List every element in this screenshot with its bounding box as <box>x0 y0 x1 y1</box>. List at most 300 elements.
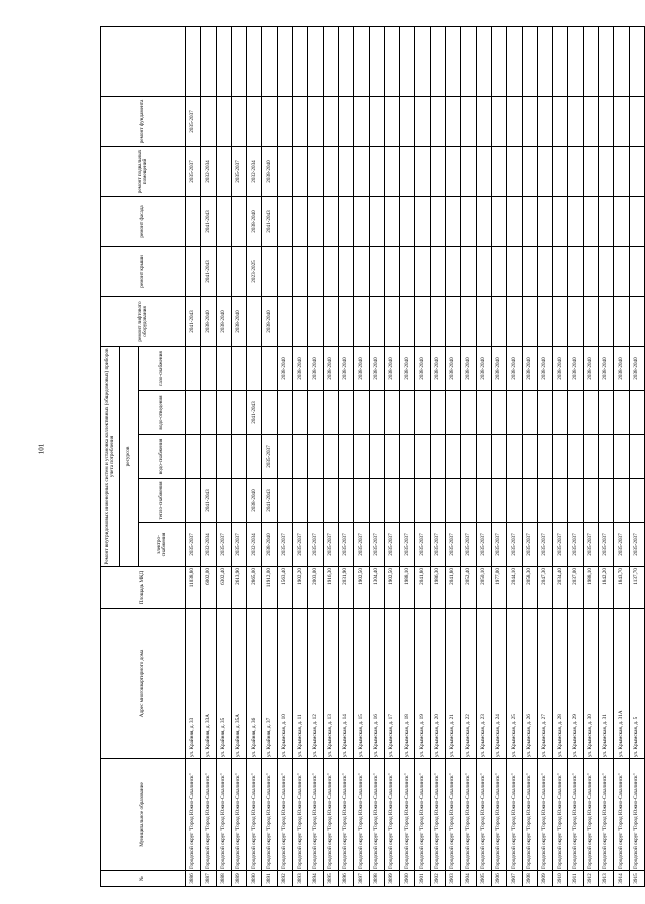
basement-cell <box>461 146 476 196</box>
teplo-cell <box>186 479 201 523</box>
teplo-cell <box>415 479 430 523</box>
address-cell: ул. Крайняя, д. 37 <box>262 609 277 759</box>
vodo-cell <box>231 435 246 479</box>
table-row <box>629 26 644 886</box>
row-number: 3912 <box>583 871 598 887</box>
row-number: 3897 <box>354 871 369 887</box>
area-cell: 1986,30 <box>430 567 445 609</box>
electro-cell: 2032-2034 <box>247 523 262 567</box>
basement-cell: 2035-2037 <box>186 146 201 196</box>
basement-cell <box>277 146 292 196</box>
foundation-cell <box>553 96 568 146</box>
gaz-cell <box>262 346 277 390</box>
vodo-cell <box>507 435 522 479</box>
gaz-cell <box>216 346 231 390</box>
foundation-cell <box>629 96 644 146</box>
table-row <box>614 26 629 886</box>
foundation-cell <box>400 96 415 146</box>
roof-cell <box>430 246 445 296</box>
header-address: Адрес многоквартирного дома <box>101 609 186 759</box>
lift-cell <box>323 296 338 346</box>
gaz-cell: 2038-2040 <box>293 346 308 390</box>
area-cell: 1916,30 <box>323 567 338 609</box>
vodootvod-cell <box>293 391 308 435</box>
empty-cell <box>599 26 614 96</box>
teplo-cell <box>400 479 415 523</box>
electro-cell: 2035-2037 <box>537 523 552 567</box>
address-cell: ул. Крымская, д. 25 <box>507 609 522 759</box>
electro-cell: 2035-2037 <box>461 523 476 567</box>
facade-cell <box>553 196 568 246</box>
roof-cell <box>293 246 308 296</box>
municipality-cell: Городской округ "Город Южно-Сахалинск" <box>461 759 476 871</box>
header-area: Площадь МКД <box>101 567 186 609</box>
table-row <box>430 26 445 886</box>
table-row <box>216 26 231 886</box>
vodootvod-cell <box>507 391 522 435</box>
empty-cell <box>277 26 292 96</box>
vodo-cell <box>537 435 552 479</box>
roof-cell <box>491 246 506 296</box>
vodo-cell <box>599 435 614 479</box>
facade-cell: 2038-2040 <box>247 196 262 246</box>
empty-cell <box>384 26 399 96</box>
lift-cell <box>568 296 583 346</box>
vodootvod-cell <box>369 391 384 435</box>
row-number: 3906 <box>491 871 506 887</box>
gaz-cell: 2038-2040 <box>599 346 614 390</box>
facade-cell <box>293 196 308 246</box>
lift-cell: 2038-2040 <box>201 296 216 346</box>
header-electro: электро-снабжения <box>139 523 186 567</box>
row-number: 3891 <box>262 871 277 887</box>
facade-cell <box>415 196 430 246</box>
roof-cell <box>537 246 552 296</box>
area-cell: 2047,30 <box>537 567 552 609</box>
teplo-cell <box>216 479 231 523</box>
header-num: № <box>101 871 186 887</box>
foundation-cell <box>201 96 216 146</box>
municipality-cell: Городской округ "Город Южно-Сахалинск" <box>400 759 415 871</box>
header-foundation: ремонт фундамента <box>101 96 186 146</box>
lift-cell <box>522 296 537 346</box>
empty-cell <box>293 26 308 96</box>
table-row <box>599 26 614 886</box>
foundation-cell <box>308 96 323 146</box>
electro-cell: 2035-2037 <box>293 523 308 567</box>
vodo-cell <box>293 435 308 479</box>
vodo-cell <box>277 435 292 479</box>
area-cell: 2052,40 <box>461 567 476 609</box>
vodootvod-cell <box>338 391 353 435</box>
row-number: 3904 <box>461 871 476 887</box>
area-cell: 1902,50 <box>354 567 369 609</box>
facade-cell <box>491 196 506 246</box>
gaz-cell: 2038-2040 <box>629 346 644 390</box>
gaz-cell: 2038-2040 <box>446 346 461 390</box>
teplo-cell <box>293 479 308 523</box>
electro-cell: 2035-2037 <box>323 523 338 567</box>
vodo-cell <box>430 435 445 479</box>
table-row <box>247 26 262 886</box>
basement-cell <box>354 146 369 196</box>
vodo-cell <box>446 435 461 479</box>
vodootvod-cell <box>446 391 461 435</box>
teplo-cell <box>384 479 399 523</box>
basement-cell <box>599 146 614 196</box>
header-teplo: тепло-снабжения <box>139 479 186 523</box>
basement-cell <box>400 146 415 196</box>
roof-cell <box>568 246 583 296</box>
facade-cell <box>476 196 491 246</box>
foundation-cell <box>277 96 292 146</box>
basement-cell <box>384 146 399 196</box>
municipality-cell: Городской округ "Город Южно-Сахалинск" <box>277 759 292 871</box>
lift-cell <box>614 296 629 346</box>
basement-cell <box>369 146 384 196</box>
teplo-cell <box>446 479 461 523</box>
lift-cell <box>461 296 476 346</box>
empty-cell <box>476 26 491 96</box>
gaz-cell: 2038-2040 <box>522 346 537 390</box>
electro-cell: 2035-2037 <box>430 523 445 567</box>
electro-cell: 2035-2037 <box>400 523 415 567</box>
facade-cell <box>629 196 644 246</box>
address-cell: ул. Крымская, д. 13 <box>323 609 338 759</box>
municipality-cell: Городской округ "Город Южно-Сахалинск" <box>629 759 644 871</box>
electro-cell: 2035-2037 <box>415 523 430 567</box>
address-cell: ул. Крымская, д. 10 <box>277 609 292 759</box>
facade-cell <box>599 196 614 246</box>
vodo-cell <box>338 435 353 479</box>
table-row <box>537 26 552 886</box>
header-roof: ремонт крыши <box>101 246 186 296</box>
foundation-cell <box>614 96 629 146</box>
address-cell: ул. Крымская, д. 18 <box>400 609 415 759</box>
table-body <box>186 26 645 886</box>
lift-cell <box>247 296 262 346</box>
row-number: 3890 <box>247 871 262 887</box>
teplo-cell <box>583 479 598 523</box>
vodootvod-cell <box>583 391 598 435</box>
municipality-cell: Городской округ "Город Южно-Сахалинск" <box>568 759 583 871</box>
lift-cell <box>293 296 308 346</box>
row-number: 3889 <box>231 871 246 887</box>
address-cell: ул. Крымская, д. 23 <box>476 609 491 759</box>
header-basement: ремонт подвальных помещений <box>101 146 186 196</box>
electro-cell: 2035-2037 <box>476 523 491 567</box>
row-number: 3905 <box>476 871 491 887</box>
area-cell: 1977,00 <box>491 567 506 609</box>
row-number: 3888 <box>216 871 231 887</box>
basement-cell: 2032-2034 <box>201 146 216 196</box>
address-cell: ул. Крымская, д. 21 <box>446 609 461 759</box>
header-systems-group: Ремонт внутридомовых инженерных систем и установка коллективных (общедомовых) приборов учета потребления <box>101 346 120 566</box>
roof-cell <box>415 246 430 296</box>
vodo-cell <box>384 435 399 479</box>
electro-cell: 2035-2037 <box>583 523 598 567</box>
electro-cell: 2038-2040 <box>262 523 277 567</box>
vodootvod-cell <box>415 391 430 435</box>
facade-cell <box>461 196 476 246</box>
municipality-cell: Городской округ "Город Южно-Сахалинск" <box>338 759 353 871</box>
empty-cell <box>415 26 430 96</box>
municipality-cell: Городской округ "Город Южно-Сахалинск" <box>491 759 506 871</box>
row-number: 3911 <box>568 871 583 887</box>
vodo-cell <box>186 435 201 479</box>
foundation-cell <box>216 96 231 146</box>
address-cell: ул. Крымская, д. 12 <box>308 609 323 759</box>
vodootvod-cell: 2041-2043 <box>247 391 262 435</box>
roof-cell <box>522 246 537 296</box>
electro-cell: 2035-2037 <box>231 523 246 567</box>
row-number: 3900 <box>400 871 415 887</box>
vodootvod-cell <box>614 391 629 435</box>
area-cell: 1842,20 <box>599 567 614 609</box>
facade-cell <box>583 196 598 246</box>
address-cell: ул. Крайняя, д. 35 <box>216 609 231 759</box>
gaz-cell: 2038-2040 <box>384 346 399 390</box>
basement-cell <box>522 146 537 196</box>
vodo-cell <box>491 435 506 479</box>
table-row <box>308 26 323 886</box>
row-number: 3892 <box>277 871 292 887</box>
gaz-cell: 2038-2040 <box>415 346 430 390</box>
gaz-cell <box>186 346 201 390</box>
gaz-cell: 2038-2040 <box>400 346 415 390</box>
gaz-cell: 2038-2040 <box>583 346 598 390</box>
repair-schedule-table <box>100 26 645 887</box>
municipality-cell: Городской округ "Город Южно-Сахалинск" <box>384 759 399 871</box>
header-resources: ресурсов <box>120 346 139 566</box>
roof-cell <box>507 246 522 296</box>
vodootvod-cell <box>553 391 568 435</box>
row-number: 3894 <box>308 871 323 887</box>
table-row <box>583 26 598 886</box>
basement-cell: 2035-2037 <box>231 146 246 196</box>
electro-cell: 2035-2037 <box>507 523 522 567</box>
electro-cell: 2035-2037 <box>491 523 506 567</box>
table-row <box>277 26 292 886</box>
lift-cell <box>400 296 415 346</box>
electro-cell: 2035-2037 <box>384 523 399 567</box>
empty-cell <box>186 26 201 96</box>
table-row <box>553 26 568 886</box>
teplo-cell: 2041-2043 <box>201 479 216 523</box>
empty-cell <box>231 26 246 96</box>
area-cell: 2044,10 <box>507 567 522 609</box>
municipality-cell: Городской округ "Город Южно-Сахалинск" <box>553 759 568 871</box>
municipality-cell: Городской округ "Город Южно-Сахалинск" <box>476 759 491 871</box>
municipality-cell: Городской округ "Город Южно-Сахалинск" <box>599 759 614 871</box>
row-number: 3901 <box>415 871 430 887</box>
basement-cell <box>614 146 629 196</box>
area-cell: 6002,00 <box>201 567 216 609</box>
facade-cell <box>522 196 537 246</box>
lift-cell: 2038-2040 <box>216 296 231 346</box>
table-row <box>461 26 476 886</box>
area-cell: 2050,10 <box>476 567 491 609</box>
row-number: 3886 <box>186 871 201 887</box>
facade-cell <box>338 196 353 246</box>
gaz-cell: 2038-2040 <box>308 346 323 390</box>
lift-cell <box>537 296 552 346</box>
facade-cell <box>384 196 399 246</box>
electro-cell: 2035-2037 <box>216 523 231 567</box>
empty-cell <box>308 26 323 96</box>
roof-cell <box>553 246 568 296</box>
municipality-cell: Городской округ "Город Южно-Сахалинск" <box>430 759 445 871</box>
facade-cell <box>446 196 461 246</box>
gaz-cell: 2038-2040 <box>537 346 552 390</box>
row-number: 3913 <box>599 871 614 887</box>
vodo-cell <box>400 435 415 479</box>
electro-cell: 2035-2037 <box>277 523 292 567</box>
roof-cell <box>614 246 629 296</box>
teplo-cell <box>522 479 537 523</box>
address-cell: ул. Крымская, д. 16 <box>369 609 384 759</box>
empty-cell <box>323 26 338 96</box>
area-cell: 1902,20 <box>293 567 308 609</box>
table-row <box>262 26 277 886</box>
municipality-cell: Городской округ "Город Южно-Сахалинск" <box>614 759 629 871</box>
vodootvod-cell <box>186 391 201 435</box>
vodootvod-cell <box>430 391 445 435</box>
vodootvod-cell <box>568 391 583 435</box>
electro-cell: 2035-2037 <box>186 523 201 567</box>
teplo-cell <box>476 479 491 523</box>
empty-cell <box>446 26 461 96</box>
electro-cell: 2035-2037 <box>446 523 461 567</box>
header-vodo: водо-снабжения <box>139 435 186 479</box>
header-municipality: Муниципальное образование <box>101 759 186 871</box>
teplo-cell <box>430 479 445 523</box>
address-cell: ул. Крымская, д. 24 <box>491 609 506 759</box>
basement-cell <box>537 146 552 196</box>
table-row <box>415 26 430 886</box>
table-row <box>186 26 201 886</box>
area-cell: 2613,90 <box>231 567 246 609</box>
teplo-cell <box>338 479 353 523</box>
foundation-cell <box>384 96 399 146</box>
facade-cell: 2041-2043 <box>262 196 277 246</box>
electro-cell: 2035-2037 <box>369 523 384 567</box>
lift-cell <box>354 296 369 346</box>
facade-cell <box>216 196 231 246</box>
roof-cell <box>384 246 399 296</box>
facade-cell <box>568 196 583 246</box>
municipality-cell: Городской округ "Город Южно-Сахалинск" <box>522 759 537 871</box>
electro-cell: 2032-2034 <box>201 523 216 567</box>
electro-cell: 2035-2037 <box>553 523 568 567</box>
vodootvod-cell <box>522 391 537 435</box>
empty-cell <box>553 26 568 96</box>
roof-cell <box>338 246 353 296</box>
municipality-cell: Городской округ "Город Южно-Сахалинск" <box>262 759 277 871</box>
gaz-cell: 2038-2040 <box>338 346 353 390</box>
roof-cell: 2023-2025 <box>247 246 262 296</box>
vodo-cell <box>216 435 231 479</box>
empty-cell <box>461 26 476 96</box>
row-number: 3915 <box>629 871 644 887</box>
empty-cell <box>247 26 262 96</box>
area-cell: 1304,40 <box>369 567 384 609</box>
vodo-cell <box>369 435 384 479</box>
teplo-cell <box>461 479 476 523</box>
address-cell: ул. Крымская, д. 5 <box>629 609 644 759</box>
area-cell: 2041,80 <box>446 567 461 609</box>
table-row <box>384 26 399 886</box>
header-empty <box>101 26 186 96</box>
vodootvod-cell <box>599 391 614 435</box>
vodootvod-cell <box>384 391 399 435</box>
roof-cell <box>583 246 598 296</box>
vodootvod-cell <box>476 391 491 435</box>
municipality-cell: Городской округ "Город Южно-Сахалинск" <box>507 759 522 871</box>
lift-cell <box>446 296 461 346</box>
basement-cell <box>553 146 568 196</box>
area-cell: 1988,10 <box>400 567 415 609</box>
foundation-cell <box>338 96 353 146</box>
vodo-cell <box>354 435 369 479</box>
basement-cell <box>629 146 644 196</box>
basement-cell <box>446 146 461 196</box>
basement-cell <box>293 146 308 196</box>
roof-cell <box>629 246 644 296</box>
teplo-cell <box>277 479 292 523</box>
vodo-cell <box>415 435 430 479</box>
foundation-cell <box>583 96 598 146</box>
address-cell: ул. Крымская, д. 29 <box>568 609 583 759</box>
foundation-cell <box>369 96 384 146</box>
facade-cell <box>400 196 415 246</box>
lift-cell <box>491 296 506 346</box>
area-cell: 1902,50 <box>384 567 399 609</box>
basement-cell <box>308 146 323 196</box>
vodo-cell <box>522 435 537 479</box>
header-gaz: газо-снабжения <box>139 346 186 390</box>
table-row <box>476 26 491 886</box>
teplo-cell <box>599 479 614 523</box>
roof-cell <box>369 246 384 296</box>
facade-cell <box>354 196 369 246</box>
roof-cell <box>216 246 231 296</box>
empty-cell <box>262 26 277 96</box>
roof-cell <box>186 246 201 296</box>
vodo-cell <box>323 435 338 479</box>
lift-cell: 2038-2040 <box>231 296 246 346</box>
vodo-cell <box>568 435 583 479</box>
area-cell: 6302,40 <box>216 567 231 609</box>
vodootvod-cell <box>216 391 231 435</box>
address-cell: ул. Крымская, д. 31А <box>614 609 629 759</box>
foundation-cell <box>247 96 262 146</box>
address-cell: ул. Крымская, д. 14 <box>338 609 353 759</box>
empty-cell <box>400 26 415 96</box>
electro-cell: 2035-2037 <box>354 523 369 567</box>
address-cell: ул. Крымская, д. 26 <box>522 609 537 759</box>
vodo-cell <box>614 435 629 479</box>
table-row <box>323 26 338 886</box>
lift-cell <box>430 296 445 346</box>
teplo-cell <box>354 479 369 523</box>
gaz-cell: 2038-2040 <box>568 346 583 390</box>
address-cell: ул. Крайняя, д. 33 <box>186 609 201 759</box>
address-cell: ул. Крымская, д. 11 <box>293 609 308 759</box>
vodootvod-cell <box>308 391 323 435</box>
lift-cell <box>277 296 292 346</box>
empty-cell <box>338 26 353 96</box>
